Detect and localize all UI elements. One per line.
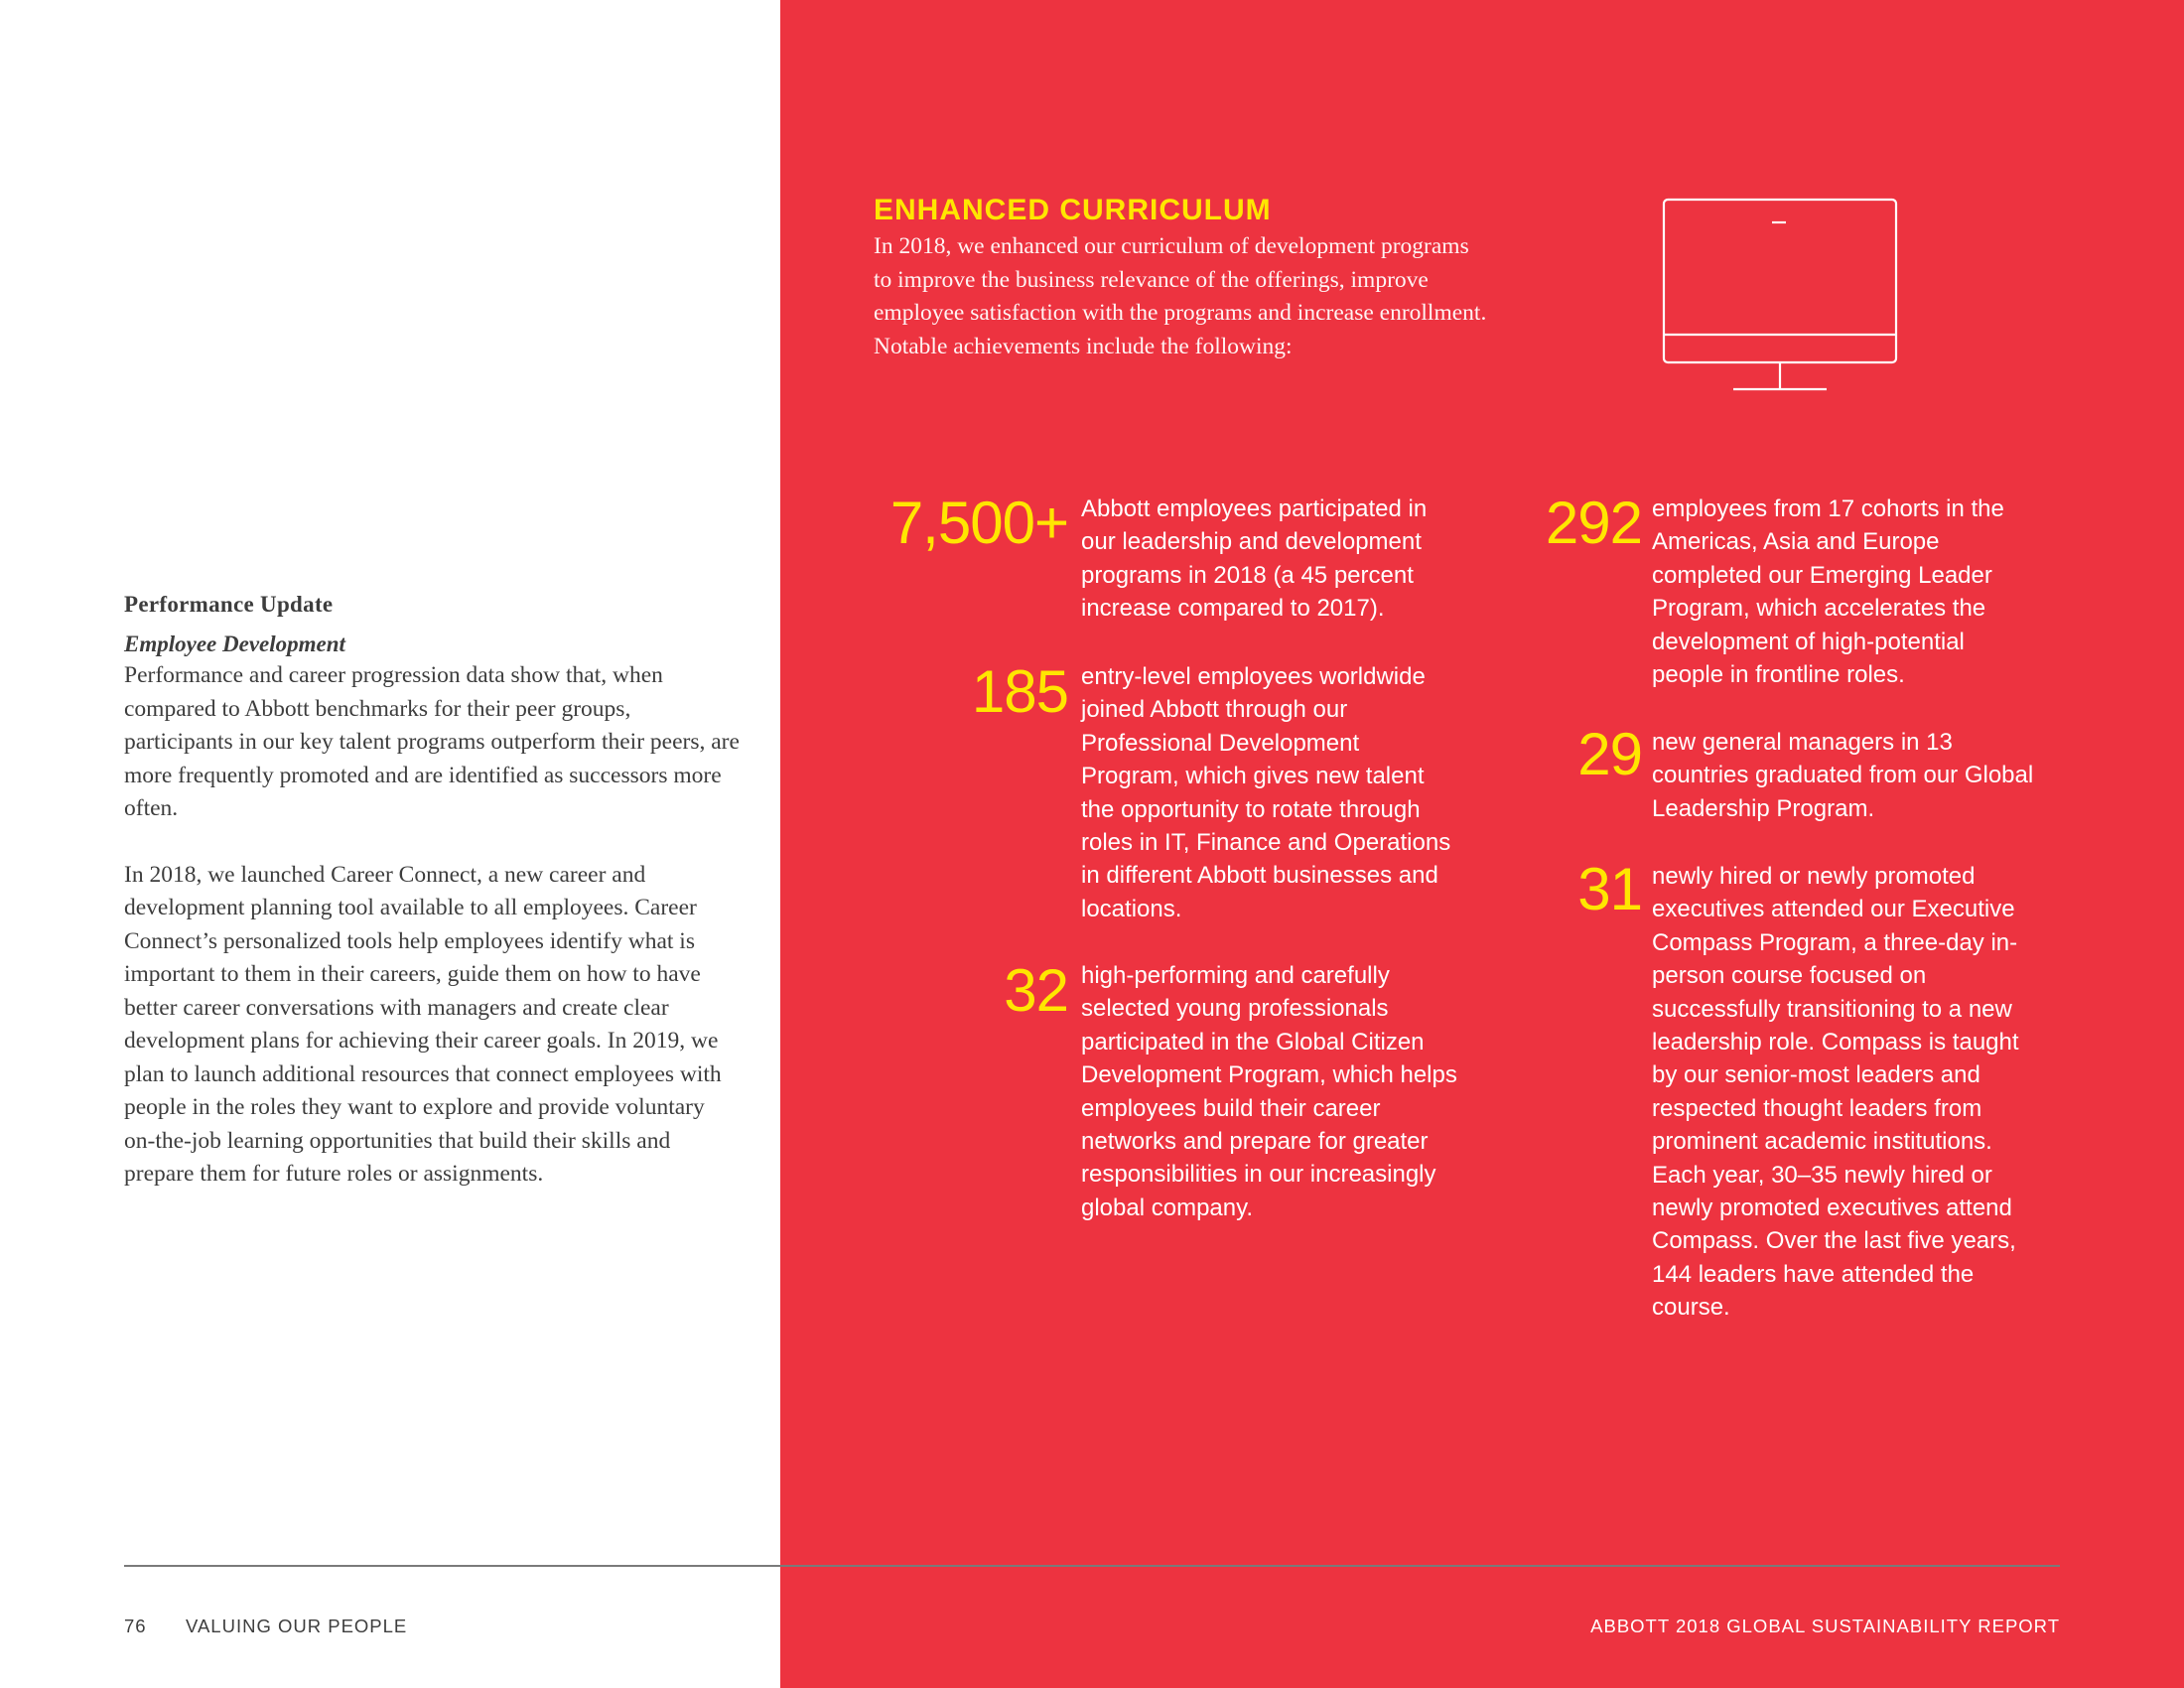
report-title: ABBOTT 2018 GLOBAL SUSTAINABILITY REPORT <box>1590 1616 2060 1636</box>
stat-number: 32 <box>1004 957 1068 1024</box>
stat-text: high-performing and carefully selected young professionals participated in the Global Citizen Development Program, which helps employees build their career networks and prepare for greater responsibilities in our increasingly global company. <box>1081 962 1457 1221</box>
section-name: VALUING OUR PEOPLE <box>186 1616 408 1636</box>
stat-number: 31 <box>1577 856 1642 922</box>
stat-text: Abbott employees participated in our leadership and development programs in 2018 (a 45 percent increase compared to 2017). <box>1081 495 1428 623</box>
stat-number: 29 <box>1577 721 1642 787</box>
stat-text: new general managers in 13 countries graduated from our Global Leadership Program. <box>1652 729 2034 822</box>
performance-paragraph: Performance and career progression data show that, when compared to Abbott benchmarks for their peer groups, participants in our key talent programs outperform their peers, are more frequently promoted and are identified as successors more often. <box>124 662 740 821</box>
stat-number: 185 <box>971 658 1068 725</box>
stat-number: 7,500+ <box>889 490 1068 556</box>
performance-heading: Performance Update <box>124 592 334 617</box>
career-connect-paragraph: In 2018, we launched Career Connect, a new career and development planning tool available to all employees. Career Connect’s personalized tools help employees identify what is important to them in their careers, guide them on how to have better career conversations with managers and create clear development plans for achieving their career goals. In 2019, we plan to launch additional resources that connect employees with people in the roles they want to explore and provide voluntary on-the-job learning opportunities that build their skills and prepare them for future roles or assignments. <box>124 861 722 1187</box>
performance-update-section <box>124 590 740 1192</box>
footer-divider <box>124 1565 2060 1567</box>
stat-text: employees from 17 cohorts in the Americas, Asia and Europe completed our Emerging Leader Program, which accelerates the development of high-potential people in frontline roles. <box>1652 495 2004 689</box>
performance-subheading: Employee Development <box>124 632 345 656</box>
computer-monitor-icon <box>1660 197 1900 395</box>
page-number: 76 <box>124 1616 147 1636</box>
enhanced-curriculum-body: In 2018, we enhanced our curriculum of development programs to improve the business relevance of the offerings, improve employee satisfaction with the programs and increase enrollment. Notable achievements include the following: <box>874 233 1487 359</box>
stat-text: entry-level employees worldwide joined Abbott through our Professional Development Program, which gives new talent the opportunity to rotate through roles in IT, Finance and Operations in different Abbott businesses and locations. <box>1081 663 1451 922</box>
stat-text: newly hired or newly promoted executives attended our Executive Compass Program, a three-day in-person course focused on successfully transitioning to a new leadership role. Compass is taught by our senior-most leaders and respected thought leaders from prominent academic institutions. Each year, 30–35 newly hired or newly promoted executives attend Compass. Over the last five years, 144 leaders have attended the course. <box>1652 863 2019 1322</box>
enhanced-curriculum-title: ENHANCED CURRICULUM <box>874 194 1272 226</box>
stat-number: 292 <box>1545 490 1642 556</box>
